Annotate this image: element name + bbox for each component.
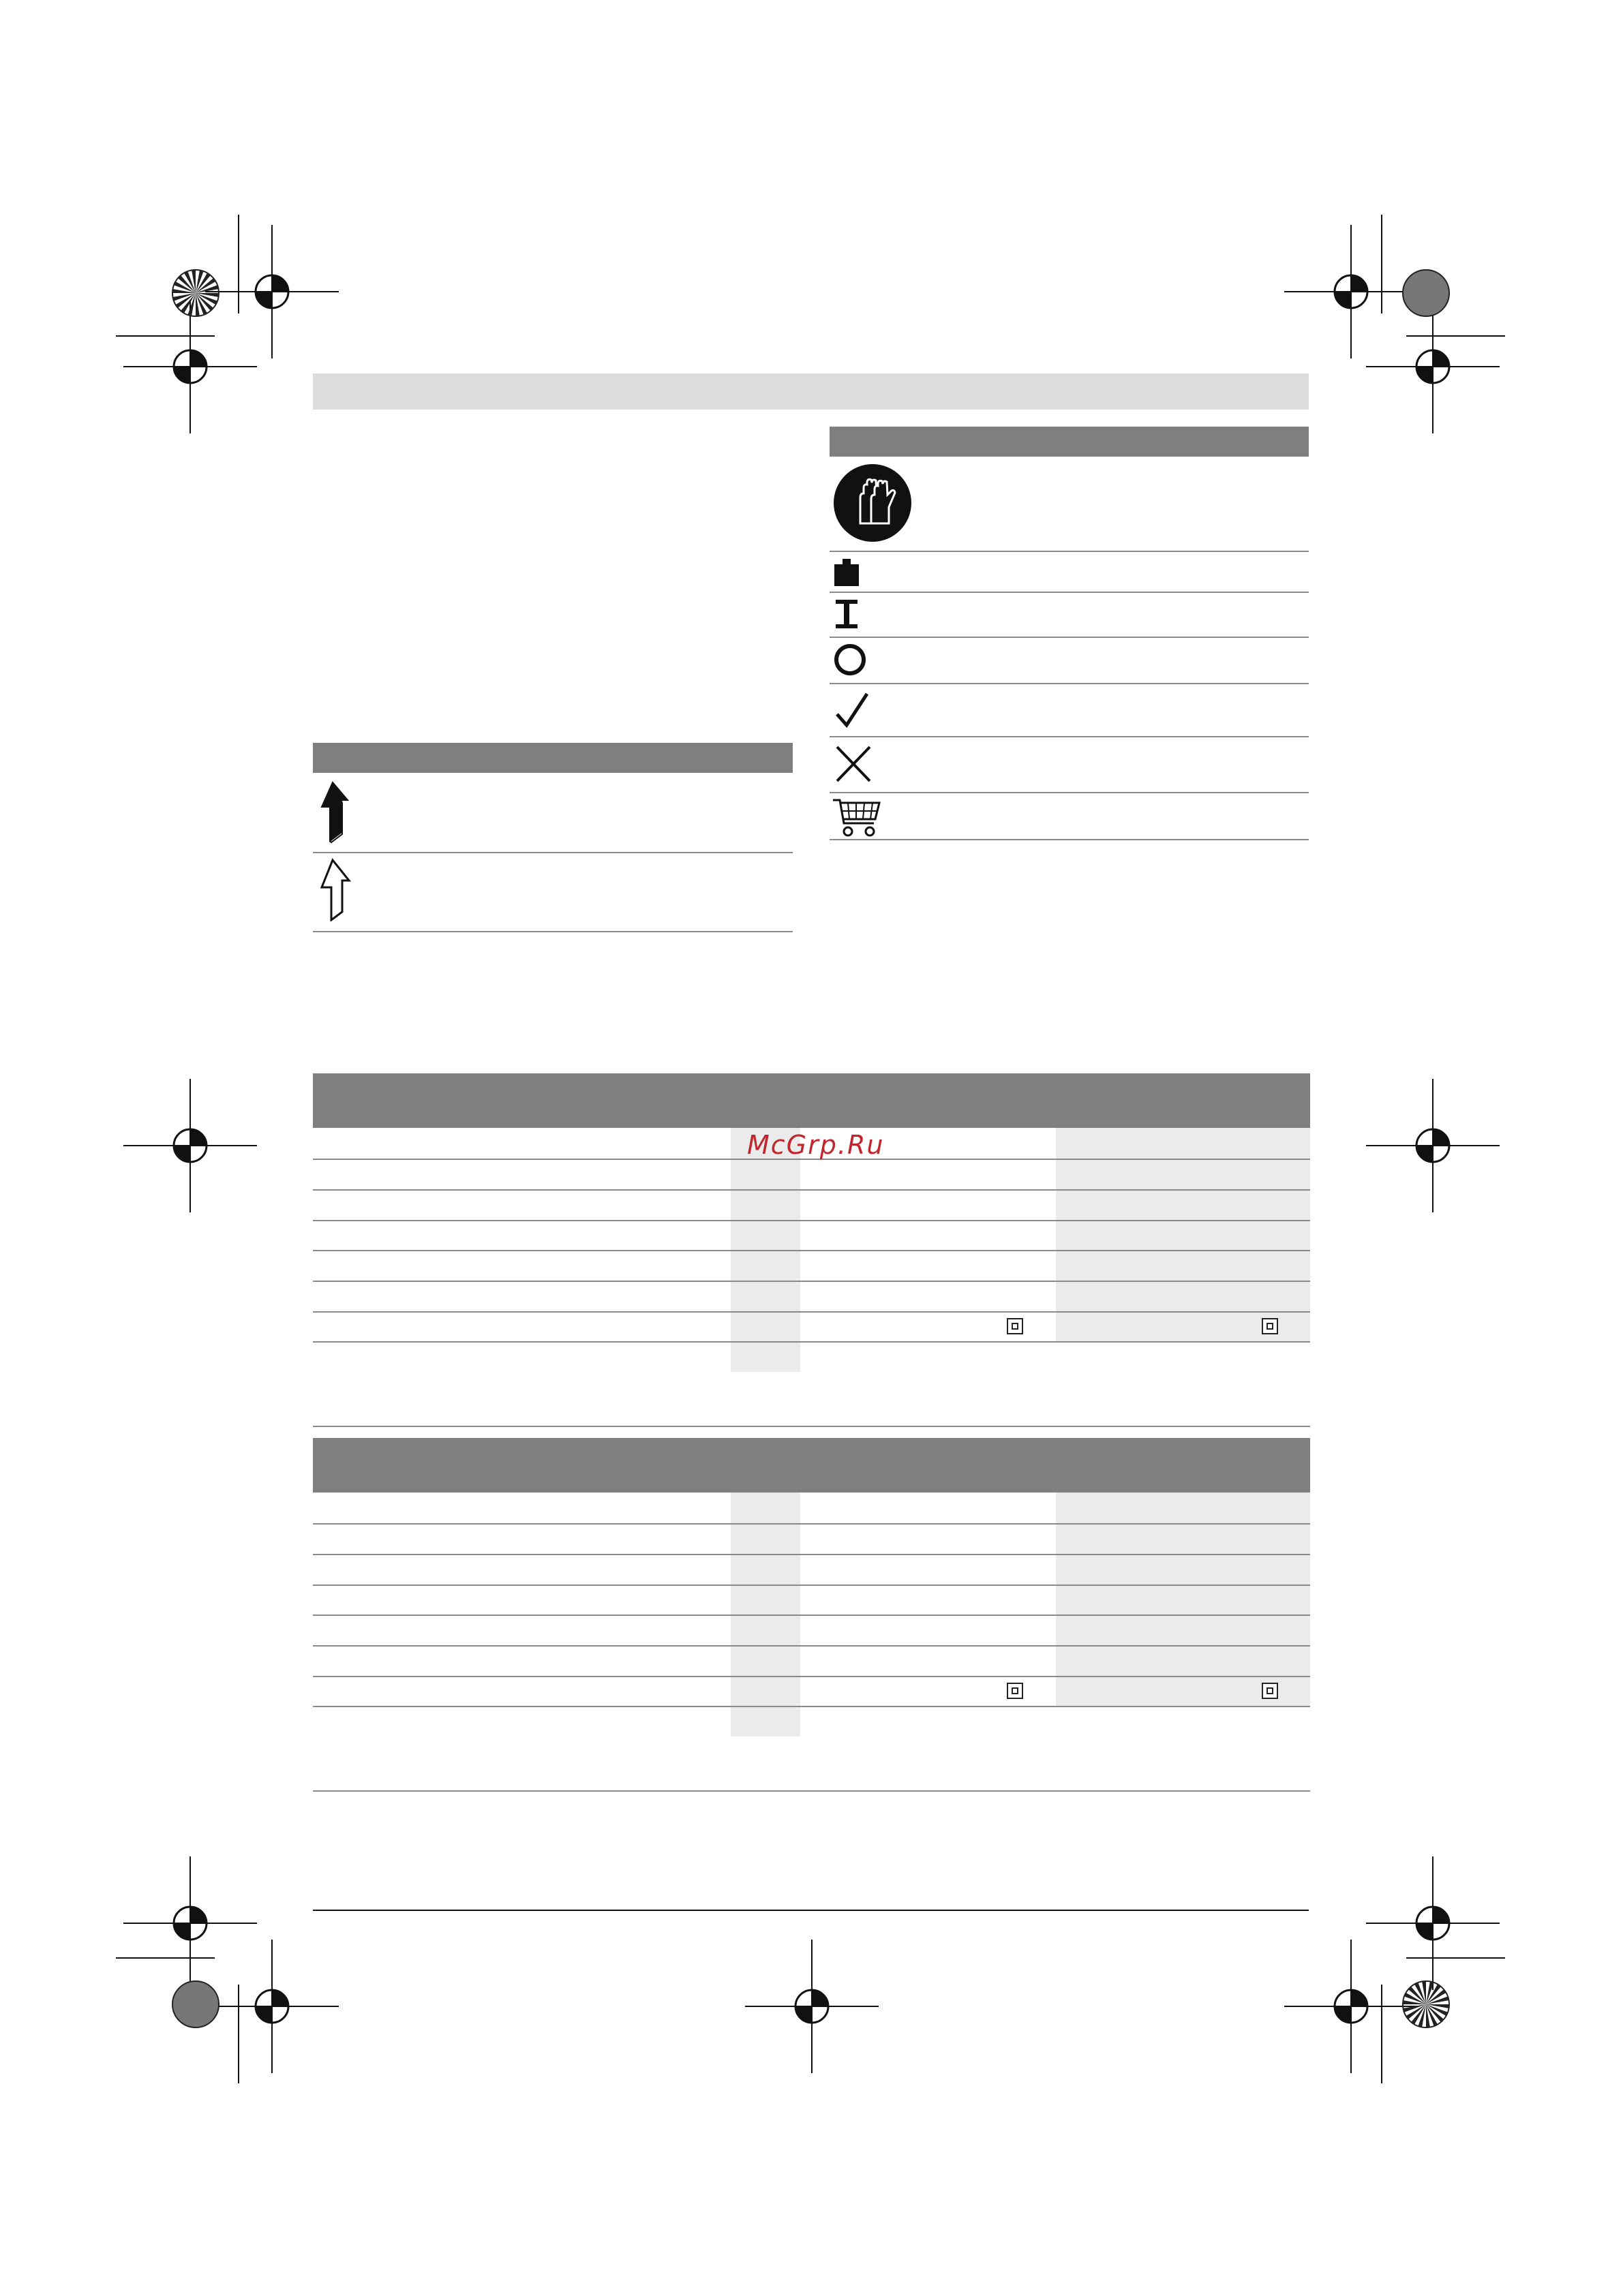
spec-table-1-row-divider bbox=[313, 1341, 1310, 1343]
watermark-text: McGrp.Ru bbox=[747, 1130, 885, 1160]
spec-table-2-row-divider bbox=[313, 1614, 1310, 1616]
switch-on-icon bbox=[833, 597, 860, 634]
spec-table-2-header bbox=[313, 1438, 1310, 1493]
registration-mark bbox=[205, 1940, 339, 2073]
footer-rule bbox=[313, 1910, 1309, 1911]
symbol-row-divider bbox=[830, 792, 1309, 793]
registration-mark bbox=[745, 1940, 879, 2073]
registration-mark bbox=[123, 300, 257, 433]
symbol-row-divider bbox=[830, 637, 1309, 638]
registration-mark bbox=[1366, 1079, 1500, 1212]
header-band bbox=[313, 373, 1309, 410]
symbol-row-divider bbox=[830, 683, 1309, 684]
spec-table-1-model-b-column bbox=[1056, 1128, 1310, 1342]
double-insulation-icon bbox=[1007, 1683, 1023, 1699]
spec-table-2-row-divider bbox=[313, 1523, 1310, 1525]
symbol-table-header bbox=[830, 427, 1309, 457]
weight-icon bbox=[833, 557, 860, 590]
shopping-cart-icon bbox=[832, 796, 882, 842]
spec-table-2-row-divider bbox=[313, 1706, 1310, 1707]
spec-table-1-row-divider bbox=[313, 1311, 1310, 1313]
grey-target-mark bbox=[1401, 269, 1451, 318]
legend-table-bottom bbox=[313, 931, 793, 932]
spec-table-2-model-b-column bbox=[1056, 1493, 1310, 1706]
spec-table-2-row-divider bbox=[313, 1585, 1310, 1586]
spec-table-2-bottom bbox=[313, 1790, 1310, 1792]
spec-table-1-row-divider bbox=[313, 1189, 1310, 1191]
symbol-row-divider bbox=[830, 592, 1309, 593]
symbol-table-bottom bbox=[830, 839, 1309, 840]
registration-mark bbox=[1284, 1940, 1418, 2073]
double-insulation-icon bbox=[1262, 1318, 1278, 1334]
filled-arrow-up-icon bbox=[315, 780, 357, 846]
spec-table-1-row-divider bbox=[313, 1250, 1310, 1251]
star-target-mark bbox=[171, 269, 220, 318]
symbol-row-divider bbox=[830, 736, 1309, 737]
double-insulation-icon bbox=[1262, 1683, 1278, 1699]
cross-icon bbox=[833, 743, 874, 788]
spec-table-2-row-divider bbox=[313, 1554, 1310, 1555]
spec-table-1-row-divider bbox=[313, 1220, 1310, 1221]
spec-table-2-row-divider bbox=[313, 1676, 1310, 1677]
double-insulation-icon bbox=[1007, 1318, 1023, 1334]
spec-table-1-bottom bbox=[313, 1426, 1310, 1427]
star-target-mark bbox=[1401, 1980, 1451, 2029]
spec-table-1-header bbox=[313, 1073, 1310, 1128]
outline-arrow-up-icon bbox=[315, 857, 357, 924]
registration-mark bbox=[1366, 300, 1500, 433]
gloves-icon bbox=[833, 463, 912, 545]
spec-table-2-row-divider bbox=[313, 1645, 1310, 1647]
legend-row-divider bbox=[313, 852, 793, 853]
check-mark-icon bbox=[833, 690, 871, 735]
switch-off-icon bbox=[833, 642, 867, 680]
symbol-row-divider bbox=[830, 551, 1309, 552]
registration-mark bbox=[123, 1079, 257, 1212]
grey-target-mark bbox=[171, 1980, 220, 2029]
spec-table-1-row-divider bbox=[313, 1281, 1310, 1282]
legend-table-header bbox=[313, 743, 793, 773]
